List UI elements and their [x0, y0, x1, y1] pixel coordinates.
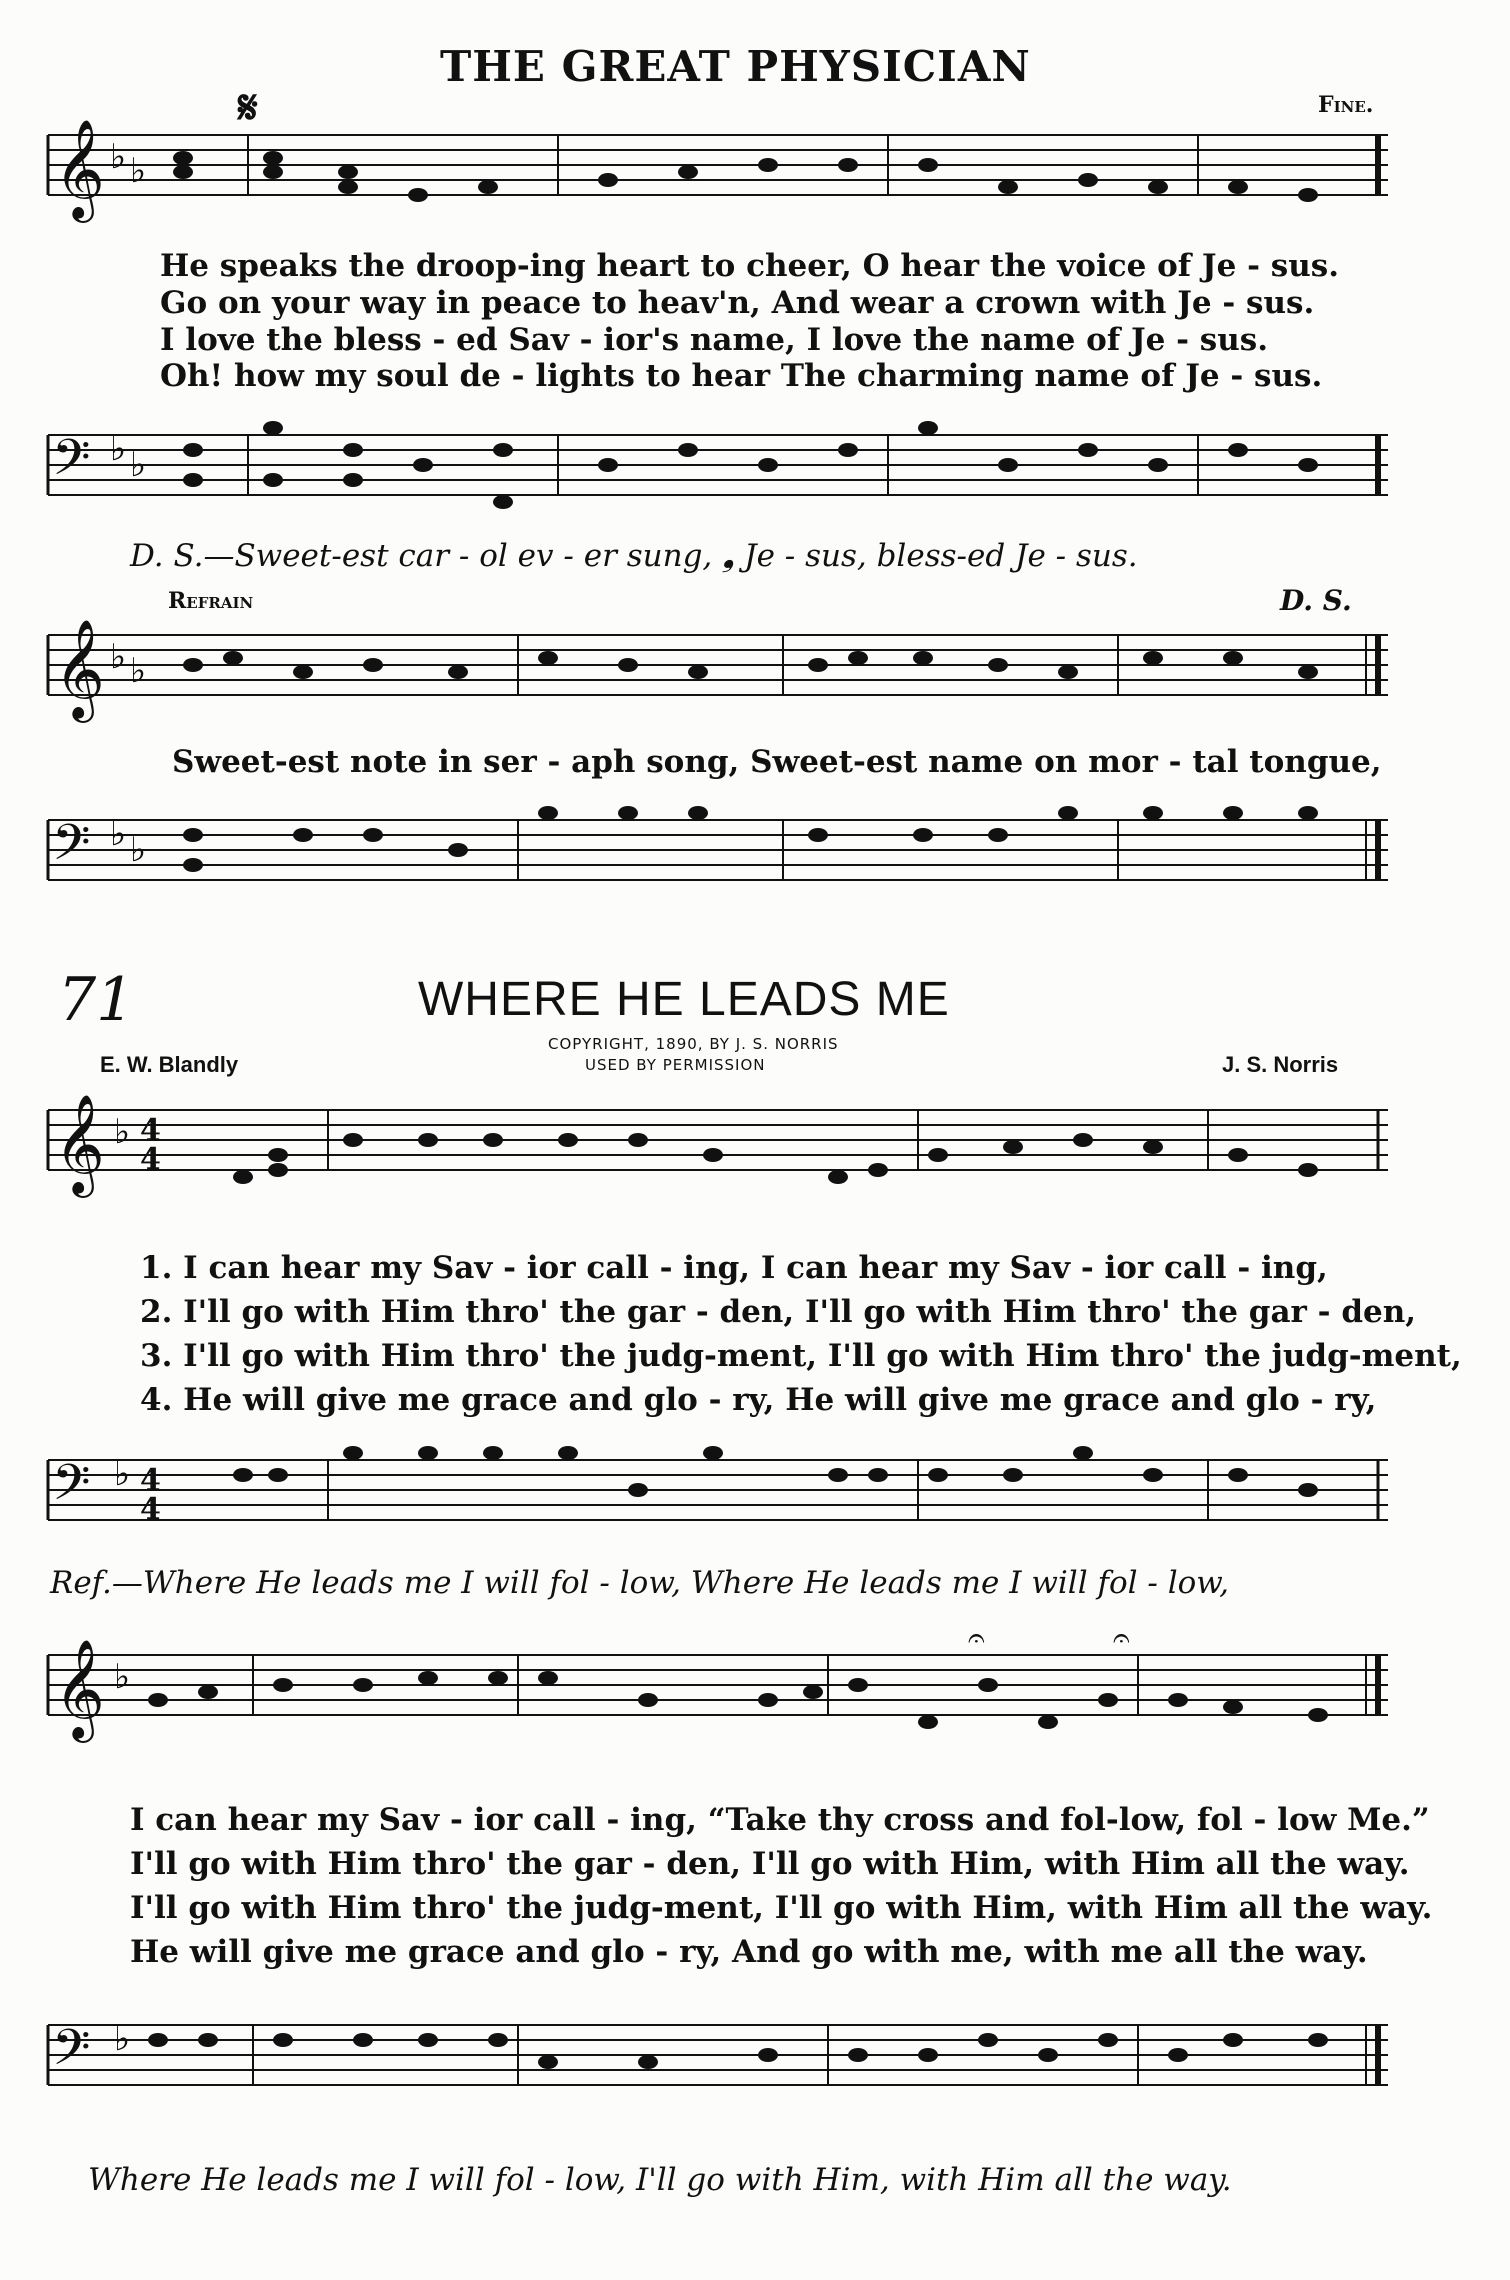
- fine-mark: Fine.: [1318, 92, 1374, 118]
- verse-3-line: 3. I'll go with Him thro' the judg-ment, I'll go with Him thro' the judg-ment,: [140, 1338, 1462, 1374]
- svg-text:♭: ♭: [114, 1657, 131, 1697]
- staff-bass-verse: [48, 1445, 1388, 1555]
- svg-text:𝄞: 𝄞: [54, 1639, 105, 1739]
- verse-b-line-3: I'll go with Him thro' the judg-ment, I'll go with Him, with Him all the way.: [130, 1890, 1433, 1926]
- verse-line-1: He speaks the droop-ing heart to cheer, O hear the voice of Je - sus.: [160, 248, 1340, 284]
- staff-bass: [48, 420, 1388, 530]
- author: E. W. Blandly: [100, 1052, 239, 1077]
- verse-1-line: 1. I can hear my Sav - ior call - ing, I can hear my Sav - ior call - ing,: [140, 1250, 1328, 1286]
- svg-text:𝄞: 𝄞: [54, 619, 105, 719]
- svg-text:𝄢: 𝄢: [52, 1454, 91, 1524]
- svg-text:𝄐: 𝄐: [968, 1621, 985, 1656]
- song-title: THE GREAT PHYSICIAN: [440, 42, 1031, 91]
- staff-treble-verse: [48, 1095, 1388, 1235]
- verse-b-line-4: He will give me grace and glo - ry, And go with me, with me all the way.: [130, 1934, 1368, 1970]
- svg-text:♭: ♭: [130, 830, 147, 870]
- verse-line-4: Oh! how my soul de - lights to hear The charming name of Je - sus.: [160, 358, 1323, 394]
- svg-text:𝄞: 𝄞: [54, 119, 105, 219]
- permission-line: USED BY PERMISSION: [585, 1056, 766, 1074]
- ds-mark: D. S.: [1280, 584, 1352, 617]
- verse-4-line: 4. He will give me grace and glo - ry, He will give me grace and glo - ry,: [140, 1382, 1377, 1418]
- ds-line: D. S.—Sweet-est car - ol ev - er sung, ❟ Je - sus, bless-ed Je - sus.: [130, 538, 1138, 574]
- staff-treble-verse-2: [48, 1621, 1388, 1780]
- svg-text:♭: ♭: [130, 445, 147, 485]
- svg-text:4: 4: [140, 1142, 161, 1177]
- refrain-label: Refrain: [168, 588, 254, 614]
- verse-line-2: Go on your way in peace to heav'n, And wear a crown with Je - sus.: [160, 285, 1315, 321]
- svg-text:♭: ♭: [110, 429, 127, 469]
- svg-text:♭: ♭: [110, 814, 127, 854]
- svg-text:♭: ♭: [110, 137, 127, 177]
- svg-text:𝄞: 𝄞: [54, 1094, 105, 1194]
- svg-text:𝄐: 𝄐: [1113, 1621, 1130, 1656]
- svg-text:♭: ♭: [114, 1112, 131, 1152]
- verse-2-line: 2. I'll go with Him thro' the gar - den, I'll go with Him thro' the gar - den,: [140, 1294, 1417, 1330]
- hymn-number: 71: [58, 965, 135, 1035]
- staff-treble: [48, 120, 1388, 250]
- ref-line: Ref.—Where He leads me I will fol - low, Where He leads me I will fol - low,: [50, 1565, 1230, 1601]
- staff-bass-verse-2: [48, 2010, 1388, 2120]
- svg-text:𝄢: 𝄢: [52, 429, 91, 499]
- staff-bass-refrain: [48, 805, 1388, 915]
- staff-treble-refrain: [48, 620, 1388, 730]
- verse-b-line-1: I can hear my Sav - ior call - ing, “Take thy cross and fol-low, fol - low Me.”: [130, 1802, 1430, 1838]
- svg-text:♭: ♭: [130, 651, 147, 691]
- svg-text:♭: ♭: [114, 1454, 131, 1494]
- verse-b-line-2: I'll go with Him thro' the gar - den, I'll go with Him, with Him all the way.: [130, 1846, 1410, 1882]
- refrain-line: Sweet-est note in ser - aph song, Sweet-est name on mor - tal tongue,: [172, 744, 1382, 780]
- svg-text:4: 4: [140, 1113, 161, 1148]
- song-title: WHERE HE LEADS ME: [418, 973, 950, 1026]
- composer: J. S. Norris: [1222, 1052, 1339, 1077]
- svg-text:♭: ♭: [130, 151, 147, 191]
- svg-text:𝄢: 𝄢: [52, 2019, 91, 2089]
- svg-text:𝄢: 𝄢: [52, 814, 91, 884]
- svg-text:4: 4: [140, 1492, 161, 1527]
- verse-line-3: I love the bless - ed Sav - ior's name, I love the name of Je - sus.: [160, 322, 1269, 358]
- svg-text:♭: ♭: [110, 637, 127, 677]
- svg-text:♭: ♭: [114, 2019, 131, 2059]
- closing-line: Where He leads me I will fol - low, I'll go with Him, with Him all the way.: [88, 2162, 1232, 2198]
- segno-sign: 𝄋: [238, 80, 258, 134]
- copyright-line: COPYRIGHT, 1890, BY J. S. NORRIS: [548, 1035, 839, 1053]
- svg-text:4: 4: [140, 1463, 161, 1498]
